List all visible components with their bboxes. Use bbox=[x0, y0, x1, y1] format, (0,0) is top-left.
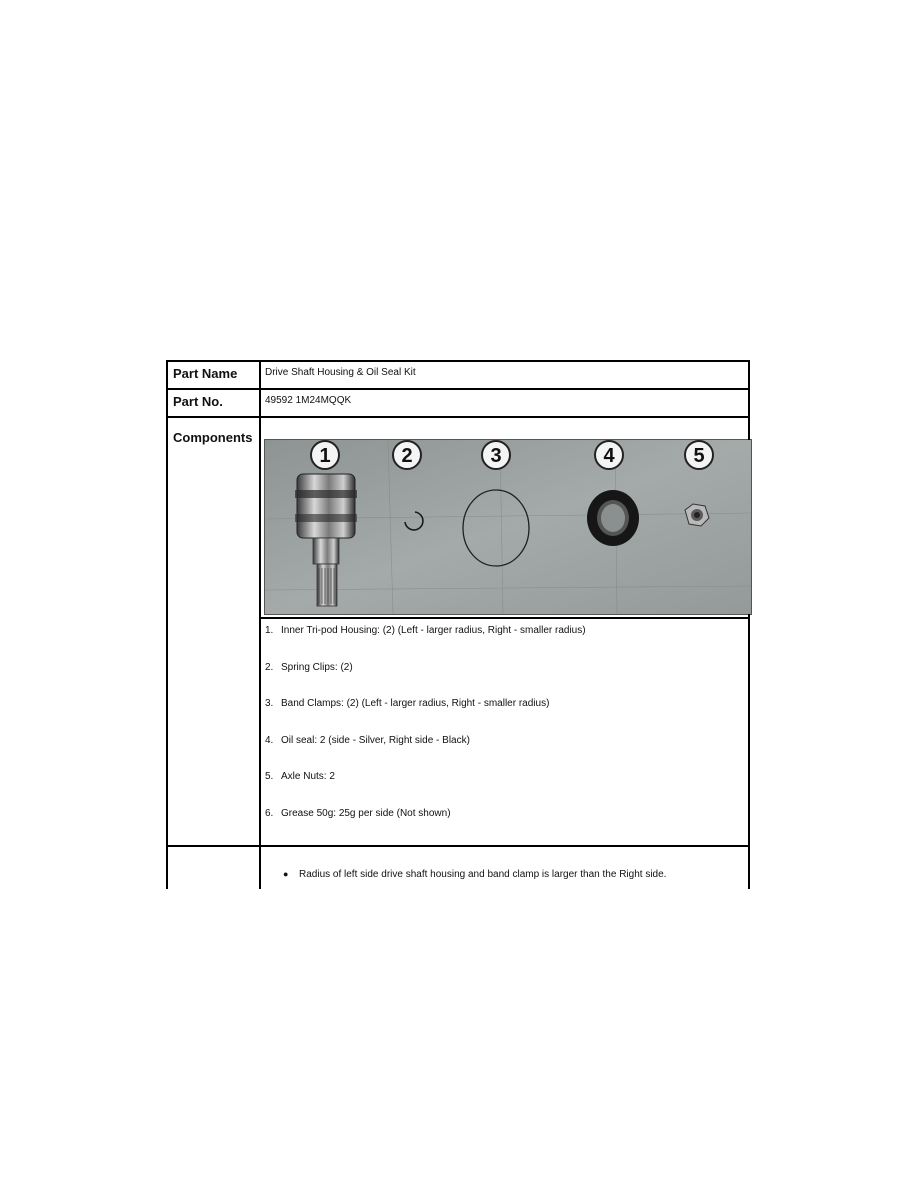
list-item: 6. Grease 50g: 25g per side (Not shown) bbox=[265, 807, 451, 819]
components-photo-cell bbox=[260, 417, 749, 618]
part-name-value: Drive Shaft Housing & Oil Seal Kit bbox=[260, 361, 749, 389]
part-name-label: Part Name bbox=[167, 361, 260, 389]
list-item: 2. Spring Clips: (2) bbox=[265, 661, 353, 673]
part-name-row bbox=[167, 361, 749, 389]
oil-seal-part bbox=[587, 490, 639, 546]
notes-cell bbox=[260, 846, 749, 889]
callout-1 bbox=[311, 441, 339, 469]
part-no-row bbox=[167, 389, 749, 417]
components-list-cell bbox=[260, 618, 749, 846]
callout-4 bbox=[595, 441, 623, 469]
note-item: ● Radius of left side drive shaft housing and band clamp is larger than the Right side. bbox=[283, 868, 667, 880]
list-item: 1. Inner Tri-pod Housing: (2) (Left - larger radius, Right - smaller radius) bbox=[265, 625, 586, 636]
callout-5 bbox=[685, 441, 713, 469]
callout-3 bbox=[482, 441, 510, 469]
components-photo-row bbox=[167, 417, 749, 618]
callout-1-text: 1 bbox=[319, 445, 331, 467]
callout-2 bbox=[393, 441, 421, 469]
bullet-icon: ● bbox=[283, 868, 289, 879]
parts-table bbox=[166, 360, 750, 889]
part-no-label: Part No. bbox=[167, 389, 260, 417]
part-no-value: 49592 1M24MQQK bbox=[260, 389, 749, 417]
components-photo bbox=[264, 439, 752, 615]
notes-label bbox=[167, 846, 260, 889]
callout-4-text: 4 bbox=[603, 445, 615, 467]
callout-5-text: 5 bbox=[693, 445, 705, 467]
list-item: 5. Axle Nuts: 2 bbox=[265, 771, 335, 783]
components-list bbox=[265, 625, 748, 845]
notes-row bbox=[167, 846, 749, 889]
components-label: Components bbox=[167, 417, 260, 846]
list-item: 4. Oil seal: 2 (side - Silver, Right side - Black) bbox=[265, 734, 470, 746]
list-item: 3. Band Clamps: (2) (Left - larger radius, Right - smaller radius) bbox=[265, 698, 550, 710]
callout-2-text: 2 bbox=[401, 445, 413, 467]
callout-3-text: 3 bbox=[490, 445, 502, 467]
notes-list bbox=[261, 847, 748, 880]
